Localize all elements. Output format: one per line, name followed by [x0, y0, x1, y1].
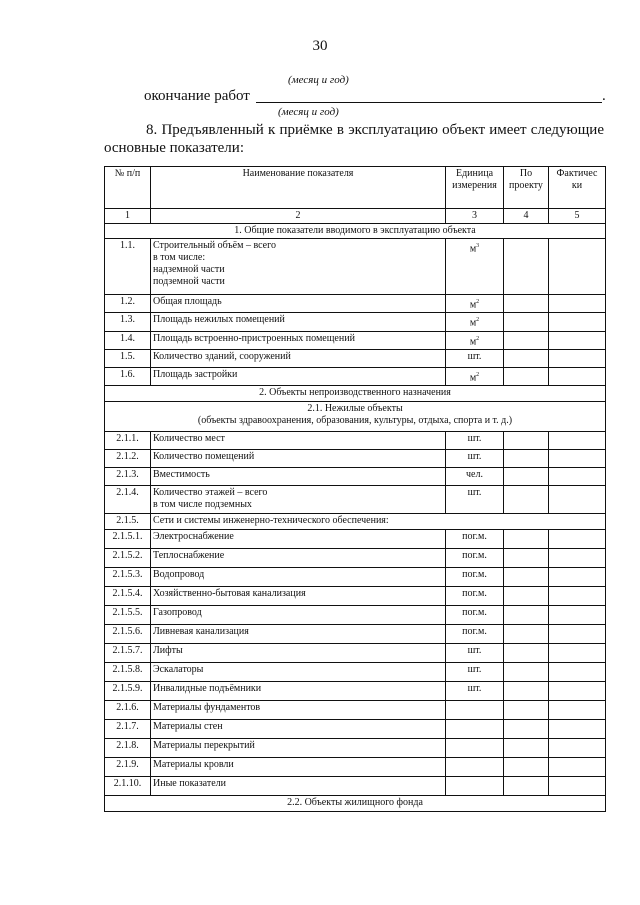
- section-2-title: 2. Объекты непроизводственного назначения: [105, 386, 606, 402]
- row-project-value: [504, 701, 549, 720]
- row-name: [151, 606, 446, 625]
- col-number: 2: [151, 209, 446, 224]
- row-actual-value: [549, 313, 606, 331]
- row-project-value: [504, 587, 549, 606]
- section-row: [105, 796, 606, 812]
- row-name: [151, 720, 446, 739]
- header-project: По проекту: [504, 167, 549, 209]
- section-row: [105, 386, 606, 402]
- row-name-line: Площадь встроенно-пристроенных помещений: [153, 332, 355, 344]
- row-unit-text: пог.м.: [462, 550, 487, 562]
- row-number: 2.1.5.: [105, 514, 151, 530]
- row-unit: [446, 331, 504, 349]
- header-name: Наименование показателя: [151, 167, 446, 209]
- row-actual-value: [549, 331, 606, 349]
- row-unit-exponent: 2: [476, 335, 480, 342]
- row-unit-text: шт.: [467, 451, 482, 463]
- table-row: [105, 606, 606, 625]
- header-num: № п/п: [105, 167, 151, 209]
- row-name-line: Количество мест: [153, 433, 225, 445]
- row-name: [151, 486, 446, 514]
- section-2-2-title: 2.2. Объекты жилищного фонда: [105, 796, 606, 812]
- section-2-1-subtitle: (объекты здравоохранения, образования, культуры, отдыха, спорта и т. д.): [197, 415, 513, 427]
- table-row: [105, 549, 606, 568]
- row-name-line: Строительный объём – всего: [153, 240, 276, 251]
- row-unit: [446, 777, 504, 796]
- row-project-value: [504, 313, 549, 331]
- row-unit-text: шт.: [467, 487, 482, 499]
- row-name-line: Материалы перекрытий: [153, 740, 255, 752]
- section-1-title: 1. Общие показатели вводимого в эксплуатацию объекта: [105, 224, 606, 239]
- row-project-value: [504, 625, 549, 644]
- table-row: [105, 663, 606, 682]
- row-project-value: [504, 720, 549, 739]
- row-project-value: [504, 606, 549, 625]
- row-unit: [446, 468, 504, 486]
- row-unit: [446, 644, 504, 663]
- row-unit: [446, 486, 504, 514]
- row-name: [151, 644, 446, 663]
- row-name: [151, 239, 446, 295]
- row-number: 1.1.: [105, 239, 151, 295]
- row-unit: [446, 701, 504, 720]
- table-row: [105, 720, 606, 739]
- row-number: 2.1.5.5.: [105, 606, 151, 625]
- row-number: 2.1.4.: [105, 486, 151, 514]
- row-number: 2.1.10.: [105, 777, 151, 796]
- row-number: 1.5.: [105, 349, 151, 367]
- row-name-line: в том числе подземных: [153, 499, 252, 511]
- row-name-line: Материалы кровли: [153, 759, 234, 771]
- row-unit: [446, 549, 504, 568]
- row-name: [151, 349, 446, 367]
- row-unit: [446, 682, 504, 701]
- row-name-line: Материалы стен: [153, 721, 223, 733]
- row-project-value: [504, 367, 549, 385]
- row-unit: [446, 568, 504, 587]
- row-number: 2.1.5.2.: [105, 549, 151, 568]
- row-actual-value: [549, 663, 606, 682]
- row-project-value: [504, 549, 549, 568]
- row-unit-text: шт.: [467, 645, 482, 657]
- row-unit: [446, 587, 504, 606]
- row-actual-value: [549, 777, 606, 796]
- row-unit-text: м: [469, 317, 477, 329]
- row-number: 2.1.5.6.: [105, 625, 151, 644]
- row-unit: [446, 758, 504, 777]
- row-project-value: [504, 349, 549, 367]
- indicators-paragraph: 8. Предъявленный к приёмке в эксплуатацию объект имеет следующие основные показатели:: [104, 122, 604, 156]
- row-unit: [446, 239, 504, 295]
- row-name: [151, 682, 446, 701]
- row-unit: [446, 739, 504, 758]
- row-unit-exponent: 3: [476, 243, 480, 249]
- row-unit: [446, 450, 504, 468]
- row-project-value: [504, 568, 549, 587]
- row-name: [151, 331, 446, 349]
- row-number: 1.6.: [105, 367, 151, 385]
- row-actual-value: [549, 720, 606, 739]
- row-unit-text: шт.: [467, 350, 482, 362]
- row-number: 2.1.1.: [105, 432, 151, 450]
- row-actual-value: [549, 701, 606, 720]
- section-2-1-title: 2.1. Нежилые объекты: [307, 403, 403, 415]
- row-project-value: [504, 468, 549, 486]
- row-name: Сети и системы инженерно-технического обеспечения:: [151, 514, 606, 530]
- row-actual-value: [549, 682, 606, 701]
- row-project-value: [504, 758, 549, 777]
- row-unit: [446, 606, 504, 625]
- row-name: [151, 758, 446, 777]
- row-name-line: Количество этажей – всего: [153, 487, 268, 499]
- table-row: [105, 450, 606, 468]
- row-number: 2.1.8.: [105, 739, 151, 758]
- row-unit: [446, 530, 504, 549]
- row-actual-value: [549, 239, 606, 295]
- row-name: [151, 295, 446, 313]
- row-number: 2.1.2.: [105, 450, 151, 468]
- row-name: [151, 568, 446, 587]
- row-name-line: Вместимость: [153, 469, 210, 481]
- row-name-line: Иные показатели: [153, 778, 227, 790]
- row-name-line: надземной части: [153, 264, 225, 275]
- row-name-line: Газопровод: [153, 607, 202, 619]
- row-unit-text: м: [469, 299, 477, 311]
- row-actual-value: [549, 367, 606, 385]
- row-project-value: [504, 777, 549, 796]
- table-row: [105, 349, 606, 367]
- row-actual-value: [549, 568, 606, 587]
- row-unit-text: шт.: [467, 664, 482, 676]
- month-year-hint-bottom: (месяц и год): [278, 106, 339, 118]
- row-project-value: [504, 295, 549, 313]
- section-row: [105, 224, 606, 239]
- row-unit-text: м: [469, 372, 477, 384]
- row-number: 2.1.5.1.: [105, 530, 151, 549]
- row-unit-text: чел.: [466, 469, 483, 481]
- end-of-works-period: .: [602, 88, 606, 104]
- row-name-line: Лифты: [153, 645, 183, 657]
- table-row: [105, 587, 606, 606]
- row-unit-exponent: 2: [476, 299, 480, 305]
- table-row: [105, 514, 606, 530]
- row-unit: [446, 367, 504, 385]
- row-actual-value: [549, 644, 606, 663]
- table-row: [105, 432, 606, 450]
- row-unit: [446, 720, 504, 739]
- row-number: 2.1.6.: [105, 701, 151, 720]
- row-name-line: Количество зданий, сооружений: [153, 350, 291, 362]
- column-numbers-row: [105, 209, 606, 224]
- end-of-works-line: [256, 102, 602, 103]
- table-row: [105, 367, 606, 385]
- row-number: 2.1.5.7.: [105, 644, 151, 663]
- row-name-line: Площадь нежилых помещений: [153, 314, 285, 326]
- table-row: [105, 568, 606, 587]
- row-actual-value: [549, 349, 606, 367]
- page-number: 30: [312, 38, 328, 54]
- row-project-value: [504, 644, 549, 663]
- row-name-line: Общая площадь: [153, 296, 222, 307]
- row-unit-exponent: 2: [476, 317, 480, 324]
- row-name-line: Водопровод: [153, 569, 205, 581]
- row-actual-value: [549, 625, 606, 644]
- row-unit: [446, 625, 504, 644]
- row-name: [151, 625, 446, 644]
- row-project-value: [504, 530, 549, 549]
- row-name: [151, 549, 446, 568]
- col-number: 4: [504, 209, 549, 224]
- row-number: 1.4.: [105, 331, 151, 349]
- row-number: 2.1.5.4.: [105, 587, 151, 606]
- table-row: [105, 295, 606, 313]
- header-actual: Фактичес ки: [549, 167, 606, 209]
- row-unit: [446, 663, 504, 682]
- row-actual-value: [549, 450, 606, 468]
- row-name-line: Электроснабжение: [153, 531, 234, 543]
- table-row: [105, 486, 606, 514]
- row-project-value: [504, 432, 549, 450]
- row-unit-text: м: [469, 243, 477, 255]
- col-number: 1: [105, 209, 151, 224]
- section-2-1-cell: [105, 402, 606, 432]
- row-project-value: [504, 739, 549, 758]
- col-number: 3: [446, 209, 504, 224]
- row-name-line: Количество помещений: [153, 451, 255, 463]
- row-actual-value: [549, 739, 606, 758]
- row-number: 1.2.: [105, 295, 151, 313]
- row-name: [151, 432, 446, 450]
- row-number: 2.1.9.: [105, 758, 151, 777]
- row-number: 2.1.7.: [105, 720, 151, 739]
- table-row: [105, 739, 606, 758]
- row-number: 2.1.3.: [105, 468, 151, 486]
- row-unit: [446, 313, 504, 331]
- section-row: [105, 402, 606, 432]
- row-number: 2.1.5.8.: [105, 663, 151, 682]
- indicators-table: [104, 166, 606, 812]
- row-project-value: [504, 331, 549, 349]
- row-unit: [446, 295, 504, 313]
- row-unit: [446, 432, 504, 450]
- row-name: [151, 468, 446, 486]
- row-name-line: Хозяйственно-бытовая канализация: [153, 588, 306, 600]
- table-row: [105, 644, 606, 663]
- table-row: [105, 313, 606, 331]
- month-year-hint-top: (месяц и год): [288, 74, 349, 86]
- row-actual-value: [549, 486, 606, 514]
- row-actual-value: [549, 432, 606, 450]
- row-unit-text: шт.: [467, 683, 482, 695]
- row-unit-text: пог.м.: [462, 569, 487, 581]
- row-unit-text: пог.м.: [462, 531, 487, 543]
- table-row: [105, 758, 606, 777]
- row-unit-text: пог.м.: [462, 626, 487, 638]
- row-name-line: Материалы фундаментов: [153, 702, 261, 714]
- row-name-line: Площадь застройки: [153, 368, 238, 380]
- row-name-line: Инвалидные подъёмники: [153, 683, 262, 695]
- col-number: 5: [549, 209, 606, 224]
- table-header-row: [105, 167, 606, 209]
- row-name: [151, 663, 446, 682]
- row-name-line: Ливневая канализация: [153, 626, 249, 638]
- row-project-value: [504, 663, 549, 682]
- header-unit: Единица измерения: [446, 167, 504, 209]
- row-unit-text: пог.м.: [462, 607, 487, 619]
- row-name-line: подземной части: [153, 276, 225, 287]
- row-project-value: [504, 682, 549, 701]
- table-row: [105, 530, 606, 549]
- row-actual-value: [549, 587, 606, 606]
- row-number: 1.3.: [105, 313, 151, 331]
- row-actual-value: [549, 295, 606, 313]
- row-name: [151, 701, 446, 720]
- table-row: [105, 701, 606, 720]
- table-row: [105, 777, 606, 796]
- row-name: [151, 367, 446, 385]
- row-project-value: [504, 239, 549, 295]
- table-row: [105, 239, 606, 295]
- row-actual-value: [549, 530, 606, 549]
- row-name-line: Теплоснабжение: [153, 550, 225, 562]
- row-name: [151, 313, 446, 331]
- table-row: [105, 682, 606, 701]
- row-name: [151, 587, 446, 606]
- row-name-line: Эскалаторы: [153, 664, 204, 676]
- row-actual-value: [549, 606, 606, 625]
- table-row: [105, 468, 606, 486]
- row-unit-text: м: [469, 335, 477, 347]
- end-of-works-label: окончание работ: [144, 88, 250, 104]
- table-row: [105, 625, 606, 644]
- row-name: [151, 530, 446, 549]
- table-row: [105, 331, 606, 349]
- row-number: 2.1.5.3.: [105, 568, 151, 587]
- row-project-value: [504, 450, 549, 468]
- row-unit-text: пог.м.: [462, 588, 487, 600]
- row-name: [151, 739, 446, 758]
- row-unit: [446, 349, 504, 367]
- row-actual-value: [549, 549, 606, 568]
- row-unit-text: шт.: [467, 433, 482, 445]
- row-name: [151, 777, 446, 796]
- row-name: [151, 450, 446, 468]
- row-actual-value: [549, 468, 606, 486]
- row-actual-value: [549, 758, 606, 777]
- row-name-line: в том числе:: [153, 252, 206, 263]
- row-unit-exponent: 2: [476, 371, 480, 378]
- row-project-value: [504, 486, 549, 514]
- row-number: 2.1.5.9.: [105, 682, 151, 701]
